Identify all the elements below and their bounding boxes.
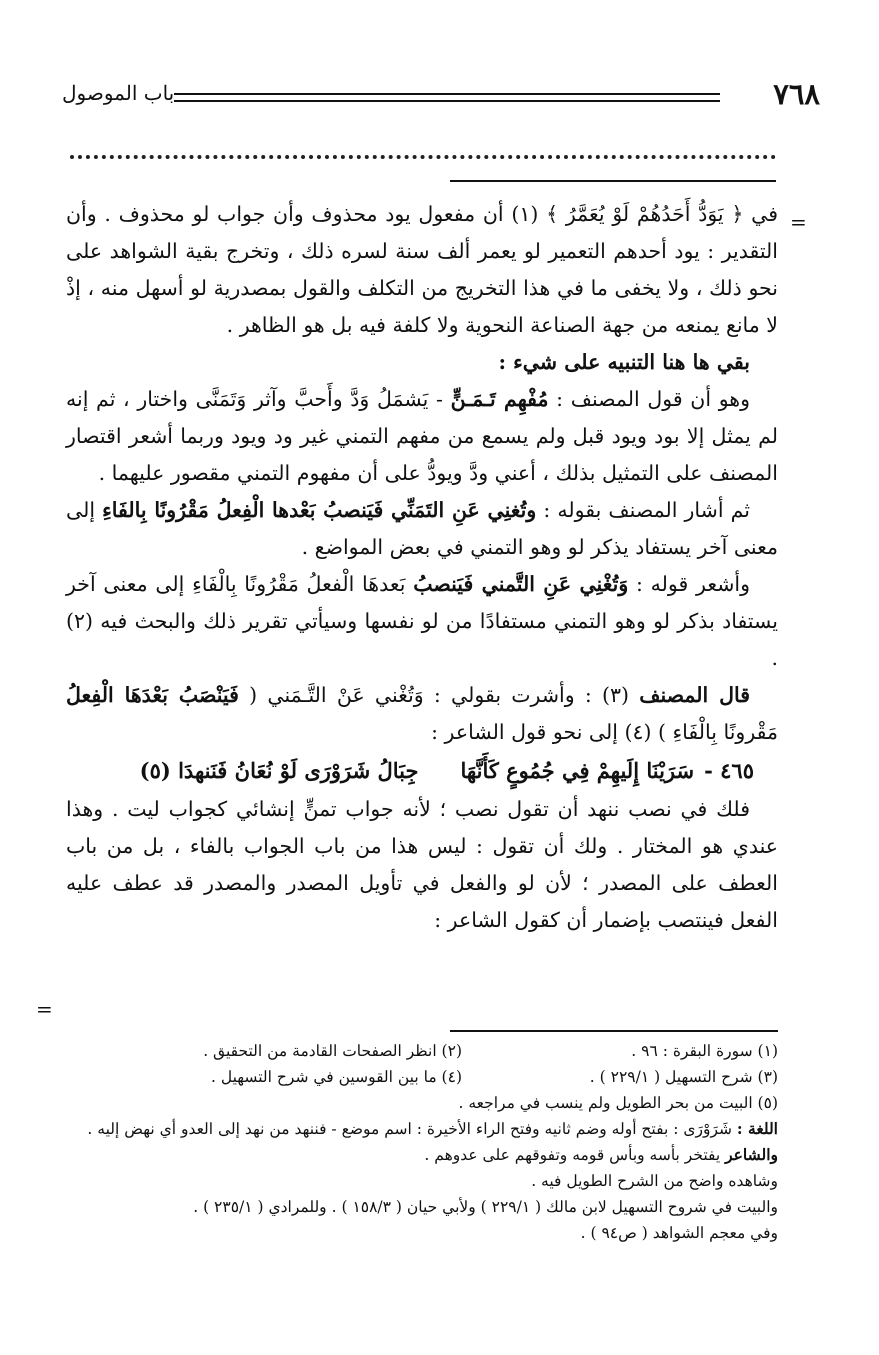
page-header xyxy=(62,77,820,111)
footnote-sources: وفي معجم الشواهد ( ص٩٤ ) . xyxy=(580,1224,778,1242)
text-run: (٣) : وأشرت بقولي : وَتُغْني عَنْ التَّـمَني ( xyxy=(238,683,640,707)
paragraph: فلك في نصب ننهد أن تقول نصب ؛ لأنه جواب تمنٍّ إنشائي كجواب ليت . وهذا عندي هو المختار . ولك أن تقول : ليس هذا من باب الجواب بالفاء ، بل من باب العطف على المصدر ؛ لأن لو والفعل في تأويل المصدر والمصدر قد عطف عليه الفعل فينتصب بإضمار أن كقول الشاعر : xyxy=(66,797,779,932)
paragraph xyxy=(66,566,778,677)
dotted-separator xyxy=(70,155,776,159)
quoted-text: فَيَنْصَبُ بَعْدَهَا الْفِعلُ xyxy=(66,683,239,707)
lugha-label: اللغة : xyxy=(736,1119,778,1138)
paragraph xyxy=(66,677,778,751)
text-run: وهو أن قول المصنف : xyxy=(548,387,750,411)
text-run: - يَشمَلُ وَدَّ وأَحبَّ وآثر وَتَمَنَّى واختار ، ثم إنه لم يمثل إلا بود ويود قبل ولم يسمع من مفهم التمني غير ود ويود وربما أشعر اقتصار المصنف على التمثيل بذلك ، أعني ودَّ ويودُّ على أن مفهوم التمني مقصور عليهما . xyxy=(66,387,778,485)
footnotes xyxy=(66,1038,778,1246)
quoted-text: وتُغنِي عَنِ التَمَنِّي فَيَنصبُ بَعْدها الْفِعلُ مَقْرُونًا بِالفَاءِ xyxy=(102,498,537,522)
quoted-text: مُفْهِم تَـمَـنٍّ xyxy=(450,387,549,411)
header-double-rule xyxy=(174,93,720,102)
footnote-evidence: وشاهده واضح من الشرح الطويل فيه . xyxy=(531,1172,778,1190)
text-run: إلى معنى آخر يستفاد يذكر لو وهو التمني في بعض المواضع . xyxy=(66,498,778,559)
author-label: قال المصنف xyxy=(639,683,751,707)
poet-label: والشاعر xyxy=(725,1145,778,1164)
paragraph xyxy=(66,381,778,492)
footnote-rule xyxy=(450,1030,778,1032)
main-text xyxy=(66,196,778,939)
chapter-title: باب الموصول xyxy=(62,81,175,105)
page-number: ٧٦٨ xyxy=(773,77,820,111)
poetry-verse xyxy=(66,751,778,791)
text-run: بَعدهَا الْفعلُ مَقْرُونًا بِالْفَاءِ إلى معنى آخر يستفاد بذكر لو وهو التمني مستفادًا من لو نفسها وسيأتي تقرير ذلك والبحث فيه (٢) . xyxy=(66,572,778,670)
footnote-lugha xyxy=(66,1116,778,1142)
footnote-3: (٣) شرح التسهيل ( ٢٢٩/١ ) . xyxy=(589,1068,778,1086)
poet-text: يفتخر بأسه وبأس قومه وتفوقهم على عدوهم . xyxy=(424,1146,726,1164)
paragraph xyxy=(66,492,778,566)
quoted-text: وَتُغْنِي عَنِ التَّمني فَيَنصبُ xyxy=(413,572,629,596)
footnote-sources: والبيت في شروح التسهيل لابن مالك ( ٢٢٩/١ ) ولأبي حيان ( ١٥٨/٣ ) . وللمرادي ( ٢٣٥/١ ) . xyxy=(193,1198,778,1216)
text-run: مَقْرونًا بِالْفَاءِ ) (٤) إلى نحو قول الشاعر : xyxy=(431,720,778,744)
footnote-poet xyxy=(66,1142,778,1168)
footnote-2: (٢) انظر الصفحات القادمة من التحقيق . xyxy=(203,1042,462,1060)
verse-number: ٤٦٥ - xyxy=(704,758,754,783)
continuation-rule xyxy=(450,180,776,182)
verse-hemistich-first: سَرَيْنَا إِلَيهِمْ فِي جُمُوعٍ كَأَنَّهَا xyxy=(460,758,695,783)
footnote-row xyxy=(66,1038,778,1064)
continuation-mark-bottom: = xyxy=(36,997,53,1021)
footnote-1: (١) سورة البقرة : ٩٦ . xyxy=(631,1042,778,1060)
text-run: وأشعر قوله : xyxy=(628,572,750,596)
text-run: ثم أشار المصنف بقوله : xyxy=(536,498,750,522)
continuation-mark-top: = xyxy=(790,210,807,234)
paragraph-continuation: في ﴿ يَوَدُّ أَحَدُهُمْ لَوْ يُعَمَّرُ ﴾ (١) أن مفعول يود محذوف وأن جواب لو محذوف . وأن التقدير : يود أحدهم التعمير لو يعمر ألف سنة لسره ذلك ، وتخرج بقية الشواهد على نحو ذلك ، ولا يخفى ما في هذا التخريج من التكلف والقول بمصدرية لو أسهل منه ، إذْ لا مانع يمنعه من جهة الصناعة النحوية ولا كلفة فيه بل هو الظاهر . xyxy=(66,202,778,337)
footnote-4: (٤) ما بين القوسين في شرح التسهيل . xyxy=(211,1068,462,1086)
lugha-text: شَرَوْرَى : بفتح أوله وضم ثانيه وفتح الراء الأخيرة : اسم موضع - فننهد من نهد إلى العدو أي نهض إليه . xyxy=(87,1120,737,1138)
footnote-row xyxy=(66,1064,778,1090)
footnote-5: (٥) البيت من بحر الطويل ولم ينسب في مراجعه . xyxy=(458,1094,778,1112)
paragraph-heading: بقي ها هنا التنبيه على شيء : xyxy=(498,350,750,374)
verse-hemistich-second: جِبَالُ شَرَوْرَى لَوْ نُعَانُ فَنَنهدَا (٥) xyxy=(139,758,419,783)
